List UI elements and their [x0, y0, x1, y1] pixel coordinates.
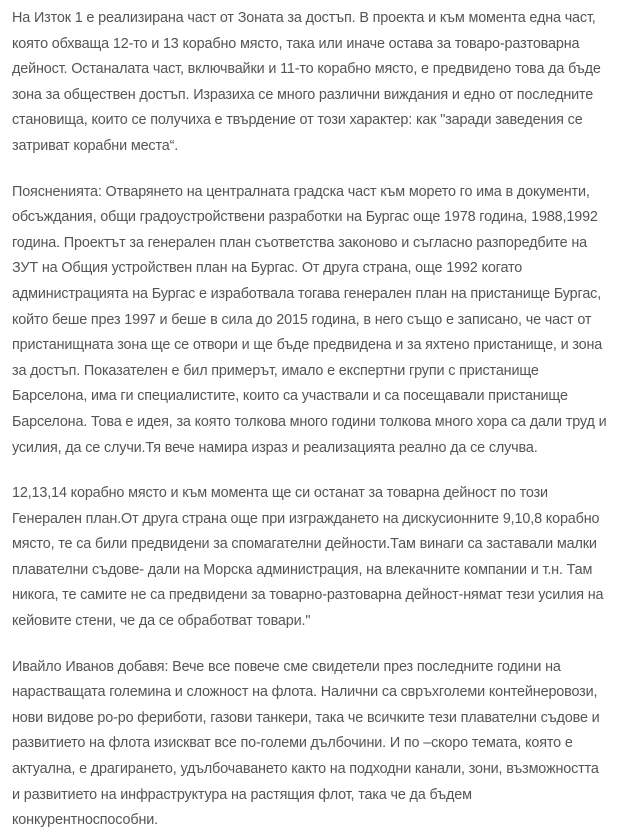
paragraph-explanations: Поясненията: Отварянето на централната градска част към морето го има в документи, обсъждания, общи градоустройствени разработки на Бургас още 1978 година, 1988,1992 година. Проектът за генерален план съответства законово и съгласно разпоредбите на ЗУТ на Общия устройствен план на Бургас. От друга страна, още 1992 когато администрацията на Бургас е изработвала тогава генерален план на пристанище Бургас, който беше през 1997 и беше в сила до 2015 година, в него също е записано, че част от пристанищната зона ще се отвори и ще бъде предвидена и за яхтено пристанище, и зона за достъп. Показателен е бил примерът, имало е експертни групи с пристанище Барселона, има ги специалистите, които са участвали и са посещавали пристанище Барселона. Това е идея, за която толкова много години толкова много хора са дали труд и усилия, да се случи.Тя вече намира израз и реализацията реално да се случва. [12, 183, 607, 456]
paragraph-berths: 12,13,14 корабно място и към момента ще си останат за товарна дейност по този Генерален план.От друга страна още при изграждането на дискусионните 9,10,8 корабно място, те са били предвидени за спомагателни дейности.Там винаги са заставали малки плавателни съдове- дали на Морска администрация, на влекачните компании и т.н. Там никога, те самите не са предвидени за товарно-разтоварна дейност-нямат тези усилия на кейовите стени, че да се обработват товари." [12, 485, 604, 630]
paragraph-ivaylo-ivanov-quote: Ивайло Иванов добавя: Вече все повече сме свидетели през последните години на нарастващата големина и сложност на флота. Налични са свръхголеми контейнеровози, нови видове ро-ро фериботи, газови танкери, така че всичките тези плавателни съдове и развитието на флота изискват все по-големи дълбочини. И по –скоро темата, която е актуална, е драгирането, удълбочаването както на подходни канали, зони, възможността и развитието на инфраструктура на растящия флот, така че да бъдем конкурентноспособни. [12, 658, 600, 829]
paragraph-east1-access-zone: На Изток 1 е реализирана част от Зоната за достъп. В проекта и към момента една част, която обхваща 12-то и 13 корабно място, така или иначе остава за товаро-разтоварна дейност. Останалата част, включвайки и 11-то корабно място, е предвидено това да бъде зона за обществен достъп. Изразиха се много различни виждания и едно от последните становища, които се получиха е твърдение от този характер: как "заради заведения се затриват корабни места“. [12, 10, 601, 154]
